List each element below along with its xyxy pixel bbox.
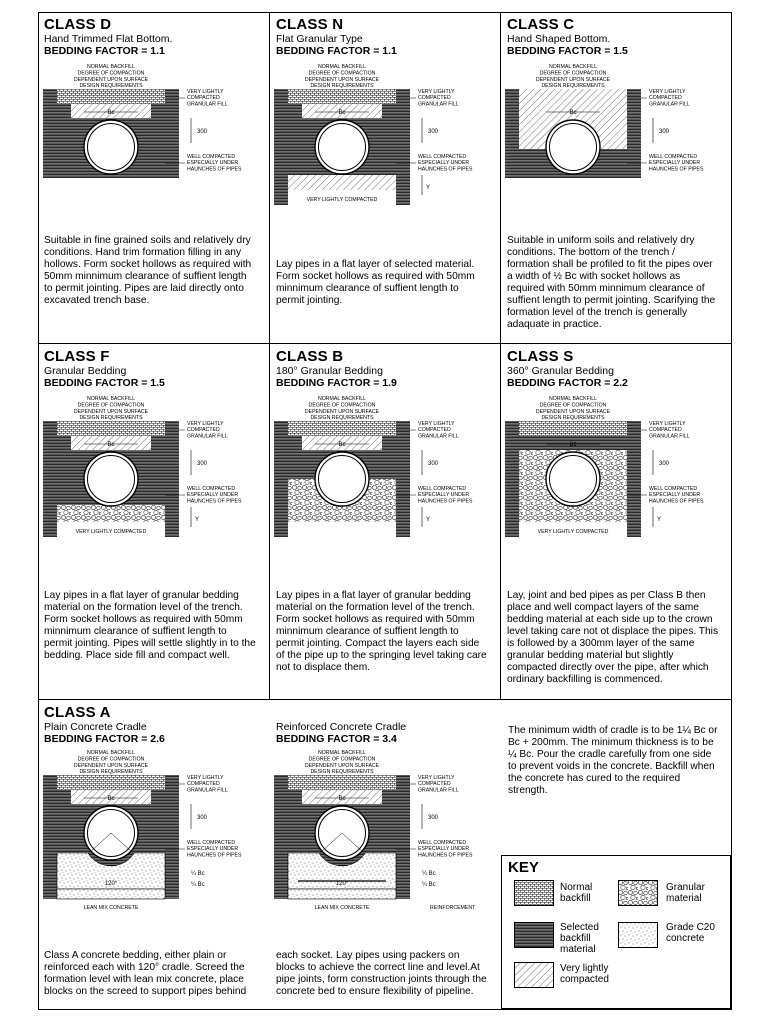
normal-backfill-label: DEGREE OF COMPACTION (308, 402, 376, 409)
label-line: material (560, 944, 596, 955)
very-lightly-label: VERY LIGHTLY (187, 89, 224, 95)
pipe-inner-wall (550, 124, 597, 171)
very-lightly-compacted-swatch (514, 962, 554, 988)
bc-label: Bc (338, 110, 346, 116)
normal-backfill-label: DEPENDENT UPON SURFACE (535, 408, 611, 415)
normal-backfill-label: DEGREE OF COMPACTION (77, 402, 145, 409)
trench-wall-right (396, 775, 410, 899)
class-title: CLASS N (276, 16, 344, 33)
lean-mix-screed (288, 889, 396, 899)
dim-300-label: 300 (428, 461, 439, 467)
very-lightly-label: VERY LIGHTLY (187, 421, 224, 427)
quarter-bc-label: ¼ Bc (422, 882, 436, 888)
class-subtitle: Granular Bedding (44, 365, 127, 377)
label-line: Normal (560, 882, 593, 893)
desc-line: permit jointing. (276, 295, 343, 306)
normal-backfill-label: DEGREE OF COMPACTION (77, 756, 145, 763)
very-lightly-compacted-label: VERY LIGHTLY COMPACTED (75, 529, 147, 535)
bc-label: Bc (107, 110, 115, 116)
very-lightly-label: GRANULAR FILL (187, 101, 228, 108)
normal-backfill-band (519, 421, 627, 436)
reinforcement-label: REINFORCEMENT (430, 905, 476, 911)
class-n-description (276, 259, 498, 307)
desc-line: permit jointing. Pipes will settle slightly in to the (44, 638, 256, 649)
granular-material-label (666, 882, 705, 904)
very-lightly-label: COMPACTED (418, 95, 451, 102)
label-line: Selected (560, 922, 599, 933)
class-title: CLASS A (44, 704, 111, 721)
pipe-inner-wall (319, 456, 366, 503)
very-lightly-label: GRANULAR FILL (649, 101, 690, 108)
desc-line: to permit jointing. Pipes are laid directly onto (44, 283, 244, 294)
class-c-diagram (503, 63, 728, 235)
reinforced-cradle-description (276, 950, 501, 998)
class-d-diagram (41, 63, 266, 235)
class-d-panel (39, 13, 269, 343)
normal-backfill-label: DEPENDENT UPON SURFACE (73, 762, 149, 769)
trench-wall-left (43, 421, 57, 537)
desc-line: bedding. Place side fill and compact well. (44, 650, 230, 661)
desc-line: Lay, joint and bed pipes as per Class B then (507, 590, 706, 601)
grade-concrete-swatch (618, 922, 658, 948)
desc-line: conditions. The bottom of the trench / (507, 247, 676, 258)
desc-line: blocks to achieve the correct line and level.At (276, 962, 480, 973)
normal-backfill-band (57, 89, 165, 104)
normal-backfill-swatch (514, 880, 554, 906)
note-line: Bc + 200mm. The minimum thickness is to be (508, 737, 714, 748)
bedding-factor: BEDDING FACTOR = 1.5 (44, 377, 165, 389)
note-line: strength. (508, 785, 548, 796)
desc-line: a width of ½ Bc with socket hollows as (507, 271, 681, 282)
class-n-diagram (272, 63, 497, 258)
normal-backfill-band (288, 421, 396, 436)
dim-300-label: 300 (659, 129, 670, 135)
cradle-note (508, 725, 732, 797)
lean-mix-label: LEAN MIX CONCRETE (314, 905, 370, 911)
well-compacted-label: HAUNCHES OF PIPES (418, 498, 473, 505)
very-lightly-label: COMPACTED (649, 427, 682, 434)
label-line: Granular (666, 882, 705, 893)
bc-label: Bc (569, 442, 577, 448)
desc-line: not to displace them. (276, 662, 371, 673)
desc-line: blocks on the screed to support pipes behind (44, 986, 247, 997)
normal-backfill-label: DEPENDENT UPON SURFACE (73, 76, 149, 83)
selected-backfill-label (560, 922, 599, 955)
normal-backfill-label: NORMAL BACKFILL (318, 396, 366, 402)
class-f-description (44, 590, 269, 662)
well-compacted-label: ESPECIALLY UNDER (187, 160, 239, 167)
desc-line: 50mm minnimum clearance of suffient length (44, 271, 247, 282)
label-line: Grade C20 (666, 922, 715, 933)
angle-120-label: 120° (335, 881, 349, 887)
granular-base (57, 505, 165, 522)
class-subtitle: Plain Concrete Cradle (44, 721, 147, 733)
very-lightly-label: GRANULAR FILL (418, 787, 459, 794)
normal-backfill-label: NORMAL BACKFILL (87, 750, 135, 756)
well-compacted-label: ESPECIALLY UNDER (418, 160, 470, 167)
class-subtitle: Flat Granular Type (276, 33, 363, 45)
lean-mix-screed (57, 889, 165, 899)
normal-backfill-label: DEPENDENT UPON SURFACE (304, 762, 380, 769)
normal-backfill-label: NORMAL BACKFILL (87, 396, 135, 402)
desc-line: granular bedding material but slightly (507, 650, 674, 661)
trench-wall-right (165, 421, 179, 537)
class-subtitle: Reinforced Concrete Cradle (276, 721, 407, 733)
desc-line: suffient length to permit jointing. Scarifying the (507, 295, 716, 306)
class-subtitle: 180° Granular Bedding (276, 365, 383, 377)
normal-backfill-label: NORMAL BACKFILL (318, 750, 366, 756)
very-lightly-label: GRANULAR FILL (187, 433, 228, 440)
pipe-inner-wall (88, 456, 135, 503)
very-lightly-label: VERY LIGHTLY (418, 89, 455, 95)
bedding-factor: BEDDING FACTOR = 1.1 (44, 45, 165, 57)
normal-backfill-label: NORMAL BACKFILL (549, 64, 597, 70)
reinforced-cradle-panel (270, 700, 500, 1010)
desc-line: each socket. Lay pipes using packers on (276, 950, 460, 961)
very-lightly-label: COMPACTED (418, 781, 451, 788)
class-title: CLASS D (44, 16, 112, 33)
class-f-panel (39, 344, 269, 699)
desc-line: Class A concrete bedding, either plain or (44, 950, 227, 961)
dim-300-label: 300 (197, 129, 208, 135)
quarter-bc-label: ¼ Bc (191, 871, 205, 877)
pipe-inner-wall (88, 124, 135, 171)
desc-line: level taking care not ot displace the pipes. This (507, 626, 719, 637)
well-compacted-label: WELL COMPACTED (187, 154, 236, 160)
normal-backfill-label: DESIGN REQUIREMENTS (541, 415, 605, 422)
very-lightly-label: COMPACTED (649, 95, 682, 102)
class-a-panel (39, 700, 269, 1010)
class-c-description (507, 235, 731, 331)
note-line: to prevent voids in the concrete. Backfill when (508, 761, 715, 772)
normal-backfill-label: DEGREE OF COMPACTION (308, 70, 376, 77)
normal-backfill-label: DEPENDENT UPON SURFACE (304, 76, 380, 83)
desc-line: formation shall be profiled to fit the pipes over (507, 259, 713, 270)
well-compacted-label: HAUNCHES OF PIPES (187, 498, 242, 505)
pipe-inner-wall (319, 124, 366, 171)
class-s-panel (501, 344, 733, 699)
note-line: the concrete has cured to the required (508, 773, 681, 784)
very-lightly-label: VERY LIGHTLY (418, 421, 455, 427)
trench-wall-left (274, 89, 288, 205)
very-lightly-compacted-label: VERY LIGHTLY COMPACTED (306, 197, 378, 203)
class-b-panel (270, 344, 500, 699)
well-compacted-label: ESPECIALLY UNDER (187, 846, 239, 853)
bedding-factor: BEDDING FACTOR = 1.5 (507, 45, 628, 57)
well-compacted-label: HAUNCHES OF PIPES (418, 852, 473, 859)
angle-120-label: 120° (104, 881, 118, 887)
bc-label: Bc (338, 442, 346, 448)
well-compacted-label: HAUNCHES OF PIPES (649, 498, 704, 505)
normal-backfill-label: DEGREE OF COMPACTION (77, 70, 145, 77)
normal-backfill-label: DEGREE OF COMPACTION (539, 402, 607, 409)
desc-line: Lay pipes in a flat layer of selected material. (276, 259, 475, 270)
label-line: compacted (560, 974, 609, 985)
desc-line: ordinary backfilling is commenced. (507, 674, 663, 685)
desc-line: Form socket hollows as required with 50mm (44, 614, 243, 625)
label-line: backfill (560, 933, 591, 944)
very-lightly-label: GRANULAR FILL (187, 787, 228, 794)
class-n-panel (270, 13, 500, 343)
desc-line: Lay pipes in a flat layer of granular bedding (276, 590, 471, 601)
class-d-description (44, 235, 266, 307)
desc-line: minnimum clearance of suffient length to (276, 283, 459, 294)
normal-backfill-label: DESIGN REQUIREMENTS (310, 769, 374, 776)
reinforced-cradle-diagram (272, 749, 500, 949)
very-lightly-label: GRANULAR FILL (418, 101, 459, 108)
label-line: material (666, 893, 702, 904)
trench-wall-left (505, 421, 519, 537)
bc-label: Bc (107, 796, 115, 802)
very-lightly-label: VERY LIGHTLY (649, 421, 686, 427)
normal-backfill-label: DEGREE OF COMPACTION (308, 756, 376, 763)
desc-line: hollows. Form socket hollows as required with (44, 259, 252, 270)
very-lightly-label: GRANULAR FILL (649, 433, 690, 440)
very-lightly-label: VERY LIGHTLY (187, 775, 224, 781)
desc-line: place and well compact layers of the same (507, 602, 699, 613)
class-a-diagram (41, 749, 266, 949)
lean-mix-label: LEAN MIX CONCRETE (83, 905, 139, 911)
class-subtitle: Hand Trimmed Flat Bottom. (44, 33, 173, 45)
bedding-factor: BEDDING FACTOR = 1.1 (276, 45, 397, 57)
very-lightly-compacted-label: VERY LIGHTLY COMPACTED (537, 529, 609, 535)
dim-y-label: Y (657, 517, 662, 523)
desc-line: Suitable in fine grained soils and relatively dry (44, 235, 251, 246)
bedding-factor: BEDDING FACTOR = 3.4 (276, 733, 397, 745)
well-compacted-label: HAUNCHES OF PIPES (187, 852, 242, 859)
normal-backfill-band (288, 89, 396, 104)
desc-line: minnimum clearance of suffient length to (44, 626, 227, 637)
normal-backfill-band (288, 775, 396, 790)
desc-line: material on the formation level of the trench. (276, 602, 475, 613)
label-line: backfill (560, 893, 591, 904)
dim-300-label: 300 (428, 129, 439, 135)
normal-backfill-label: DEPENDENT UPON SURFACE (73, 408, 149, 415)
class-title: CLASS F (44, 348, 110, 365)
very-lightly-label: COMPACTED (187, 427, 220, 434)
class-b-diagram (272, 395, 497, 590)
normal-backfill-label: DESIGN REQUIREMENTS (79, 769, 143, 776)
desc-line: reinforced each with 120° cradle. Screed the (44, 962, 245, 973)
trench-wall-right (627, 89, 641, 178)
bedding-factor: BEDDING FACTOR = 2.6 (44, 733, 165, 745)
bc-label: Bc (338, 796, 346, 802)
key-title: KEY (508, 859, 539, 876)
note-line: ¼ Bc. Pour the cradle carefully from one side (508, 749, 712, 760)
well-compacted-label: WELL COMPACTED (187, 840, 236, 846)
normal-backfill-label: DESIGN REQUIREMENTS (79, 83, 143, 90)
normal-backfill-label: DEPENDENT UPON SURFACE (304, 408, 380, 415)
trench-wall-left (274, 421, 288, 537)
very-lightly-compacted-label (560, 963, 609, 985)
dim-300-label: 300 (659, 461, 670, 467)
class-title: CLASS S (507, 348, 574, 365)
desc-line: is followed by a 300mm layer of the same (507, 638, 695, 649)
bc-label: Bc (107, 442, 115, 448)
well-compacted-label: ESPECIALLY UNDER (649, 160, 701, 167)
well-compacted-label: ESPECIALLY UNDER (418, 846, 470, 853)
desc-line: Suitable in uniform soils and relatively dry (507, 235, 695, 246)
dim-300-label: 300 (197, 815, 208, 821)
desc-line: formation level with lean mix concrete, place (44, 974, 244, 985)
desc-line: excavated trench base. (44, 295, 150, 306)
normal-backfill-label: DESIGN REQUIREMENTS (310, 83, 374, 90)
normal-backfill-label: DEGREE OF COMPACTION (539, 70, 607, 77)
normal-backfill-label: DEPENDENT UPON SURFACE (535, 76, 611, 83)
selected-backfill-swatch (514, 922, 554, 948)
very-lightly-label: COMPACTED (187, 95, 220, 102)
trench-wall-right (396, 89, 410, 205)
normal-backfill-label: DESIGN REQUIREMENTS (79, 415, 143, 422)
desc-line: Form socket hollows as required with 50mm (276, 614, 475, 625)
class-a-description (44, 950, 274, 998)
desc-line: material on the formation level of the trench. (44, 602, 243, 613)
class-c-panel (501, 13, 733, 343)
bedding-factor: BEDDING FACTOR = 1.9 (276, 377, 397, 389)
well-compacted-label: HAUNCHES OF PIPES (187, 166, 242, 173)
grade-concrete-label (666, 922, 715, 944)
very-lightly-label: VERY LIGHTLY (649, 89, 686, 95)
desc-line: concrete bed to ensure flexibility of pipeline. (276, 986, 474, 997)
desc-line: Lay pipes in a flat layer of granular bedding (44, 590, 239, 601)
well-compacted-label: WELL COMPACTED (187, 486, 236, 492)
class-f-diagram (41, 395, 266, 590)
label-line: concrete (666, 933, 705, 944)
well-compacted-label: WELL COMPACTED (649, 154, 698, 160)
very-lightly-label: GRANULAR FILL (418, 433, 459, 440)
trench-wall-right (165, 775, 179, 899)
class-title: CLASS C (507, 16, 575, 33)
dim-y-label: Y (426, 517, 431, 523)
desc-line: adaquate in practice. (507, 319, 602, 330)
trench-wall-right (396, 421, 410, 537)
class-subtitle: Hand Shaped Bottom. (507, 33, 611, 45)
trench-wall-left (274, 775, 288, 899)
pipe-inner-wall (550, 456, 597, 503)
dim-300-label: 300 (197, 461, 208, 467)
desc-line: required with 50mm minnimum clearance of (507, 283, 705, 294)
well-compacted-label: HAUNCHES OF PIPES (418, 166, 473, 173)
desc-line: of the pipe up to the springing level taking care (276, 650, 487, 661)
quarter-bc-label: ¼ Bc (191, 882, 205, 888)
note-line: The minimum width of cradle is to be 1¼ Bc or (508, 725, 718, 736)
desc-line: formation level of the trench is generally (507, 307, 688, 318)
granular-material-swatch (618, 880, 658, 906)
well-compacted-label: ESPECIALLY UNDER (649, 492, 701, 499)
quarter-bc-label: ¼ Bc (422, 871, 436, 877)
dim-y-label: Y (426, 185, 431, 191)
very-lightly-label: COMPACTED (187, 781, 220, 788)
bc-label: Bc (569, 110, 577, 116)
class-s-description (507, 590, 733, 686)
normal-backfill-label: DESIGN REQUIREMENTS (541, 83, 605, 90)
lightly-compacted-base (288, 175, 396, 190)
trench-wall-left (43, 89, 57, 178)
class-title: CLASS B (276, 348, 344, 365)
well-compacted-label: HAUNCHES OF PIPES (649, 166, 704, 173)
desc-line: Form socket hollows as required with 50mm (276, 271, 475, 282)
trench-wall-left (505, 89, 519, 178)
well-compacted-label: WELL COMPACTED (649, 486, 698, 492)
bedding-factor: BEDDING FACTOR = 2.2 (507, 377, 628, 389)
well-compacted-label: WELL COMPACTED (418, 840, 467, 846)
desc-line: permit jointing. Compact the layers each side (276, 638, 480, 649)
normal-backfill-band (57, 421, 165, 436)
normal-backfill-label: NORMAL BACKFILL (549, 396, 597, 402)
trench-wall-right (627, 421, 641, 537)
trench-wall-left (43, 775, 57, 899)
normal-backfill-label: NORMAL BACKFILL (318, 64, 366, 70)
normal-backfill-band (57, 775, 165, 790)
very-lightly-label: VERY LIGHTLY (418, 775, 455, 781)
trench-wall-right (165, 89, 179, 178)
class-b-description (276, 590, 500, 674)
desc-line: pipe joints, form construction joints through the (276, 974, 487, 985)
very-lightly-label: COMPACTED (418, 427, 451, 434)
desc-line: bedding material at each side up to the crown (507, 614, 713, 625)
bedding-classes-sheet (38, 12, 732, 1010)
dim-300-label: 300 (428, 815, 439, 821)
well-compacted-label: ESPECIALLY UNDER (418, 492, 470, 499)
normal-backfill-label (560, 882, 592, 904)
desc-line: conditions. Hand trim formation filling in any (44, 247, 242, 258)
class-subtitle: 360° Granular Bedding (507, 365, 614, 377)
class-s-diagram (503, 395, 728, 590)
label-line: Very lightly (560, 963, 609, 974)
dim-y-label: Y (195, 517, 200, 523)
desc-line: compacted directly over the pipe, after which (507, 662, 709, 673)
normal-backfill-label: DESIGN REQUIREMENTS (310, 415, 374, 422)
well-compacted-label: WELL COMPACTED (418, 154, 467, 160)
well-compacted-label: ESPECIALLY UNDER (187, 492, 239, 499)
desc-line: minnimum clearance of suffient length to (276, 626, 459, 637)
well-compacted-label: WELL COMPACTED (418, 486, 467, 492)
key-legend (501, 855, 731, 1009)
normal-backfill-label: NORMAL BACKFILL (87, 64, 135, 70)
